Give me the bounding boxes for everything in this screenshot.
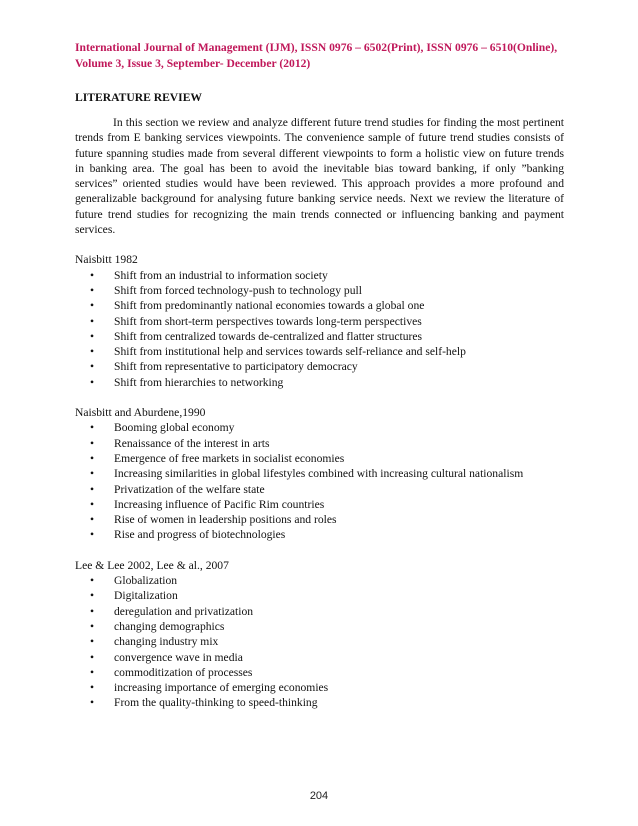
list-item: • Shift from short-term perspectives towards long-term perspectives <box>90 314 422 328</box>
trend-group-lee-and-lee <box>75 558 564 711</box>
bullet-list <box>75 420 564 542</box>
list-item: • Booming global economy <box>90 421 235 435</box>
group-title: Naisbitt 1982 <box>75 253 138 267</box>
intro-paragraph: In this section we review and analyze different future trend studies for finding the most pertinent trends from E banking services viewpoints. The convenience sample of future trend studies consists of future spanning studies made from several different viewpoints to form a holistic view on future trends in banking area. The goal has been to avoid the inevitable bias toward banking, if only ”banking services” oriented studies would have been reviewed. This approach provides a more profound and generalizable background for analysing future banking service needs. Next we review the literature of future trend studies for recognizing the main trends connected or influencing banking and payment services. <box>75 116 564 237</box>
bullet-icon: • <box>90 345 95 359</box>
bullet-icon: • <box>90 696 95 710</box>
bullet-icon: • <box>90 436 95 450</box>
list-item: • Increasing influence of Pacific Rim countries <box>90 497 325 511</box>
list-item: • Shift from institutional help and services towards self-reliance and self-help <box>90 345 466 359</box>
list-item: • changing industry mix <box>90 635 219 649</box>
bullet-icon: • <box>90 482 95 496</box>
list-item: • Privatization of the welfare state <box>90 482 265 496</box>
bullet-icon: • <box>90 451 95 465</box>
list-item: • Increasing similarities in global lifestyles combined with increasing cultural nationalism <box>90 467 524 481</box>
bullet-icon: • <box>90 360 95 374</box>
bullet-icon: • <box>90 604 95 618</box>
trend-group-naisbitt-aburdene-1990 <box>75 405 564 543</box>
bullet-icon: • <box>90 314 95 328</box>
bullet-icon: • <box>90 329 95 343</box>
group-title: Naisbitt and Aburdene,1990 <box>75 406 206 420</box>
bullet-icon: • <box>90 467 95 481</box>
list-item: • Globalization <box>90 574 178 588</box>
page-number: 204 <box>309 790 329 802</box>
bullet-icon: • <box>90 299 95 313</box>
list-item: • increasing importance of emerging economies <box>90 681 329 695</box>
list-item: • Shift from forced technology-push to technology pull <box>90 283 362 297</box>
list-item: • changing demographics <box>90 619 225 633</box>
list-item: • deregulation and privatization <box>90 604 254 618</box>
list-item: • Emergence of free markets in socialist economies <box>90 451 345 465</box>
list-item: • Shift from predominantly national economies towards a global one <box>90 299 425 313</box>
list-item: • convergence wave in media <box>90 650 243 664</box>
bullet-icon: • <box>90 665 95 679</box>
bullet-icon: • <box>90 497 95 511</box>
list-item: • Shift from centralized towards de-centralized and flatter structures <box>90 329 423 343</box>
list-item: • Rise of women in leadership positions and roles <box>90 513 337 527</box>
journal-header-line-1: International Journal of Management (IJM), ISSN 0976 – 6502(Print), ISSN 0976 – 6510(Online), <box>75 41 558 54</box>
bullet-icon: • <box>90 589 95 603</box>
bullet-list <box>75 573 564 711</box>
group-title: Lee & Lee 2002, Lee & al., 2007 <box>75 558 229 572</box>
list-item: • Rise and progress of biotechnologies <box>90 528 286 542</box>
bullet-icon: • <box>90 681 95 695</box>
section-title: LITERATURE REVIEW <box>75 91 203 104</box>
bullet-icon: • <box>90 635 95 649</box>
bullet-icon: • <box>90 619 95 633</box>
bullet-icon: • <box>90 574 95 588</box>
trend-group-naisbitt-1982 <box>75 252 564 390</box>
bullet-icon: • <box>90 528 95 542</box>
list-item: • commoditization of processes <box>90 665 253 679</box>
bullet-icon: • <box>90 650 95 664</box>
journal-header-line-2: Volume 3, Issue 3, September- December (2012) <box>75 56 311 70</box>
bullet-icon: • <box>90 375 95 389</box>
list-item: • Shift from hierarchies to networking <box>90 375 284 389</box>
list-item: • Digitalization <box>90 589 178 603</box>
bullet-icon: • <box>90 283 95 297</box>
bullet-icon: • <box>90 513 95 527</box>
bullet-icon: • <box>90 268 95 282</box>
list-item: • From the quality-thinking to speed-thinking <box>90 696 318 710</box>
list-item: • Shift from an industrial to information society <box>90 268 328 282</box>
list-item: • Renaissance of the interest in arts <box>90 436 270 450</box>
bullet-list <box>75 268 564 390</box>
paper-page <box>75 40 564 711</box>
bullet-icon: • <box>90 421 95 435</box>
journal-header <box>75 40 564 71</box>
list-item: • Shift from representative to participatory democracy <box>90 360 358 374</box>
